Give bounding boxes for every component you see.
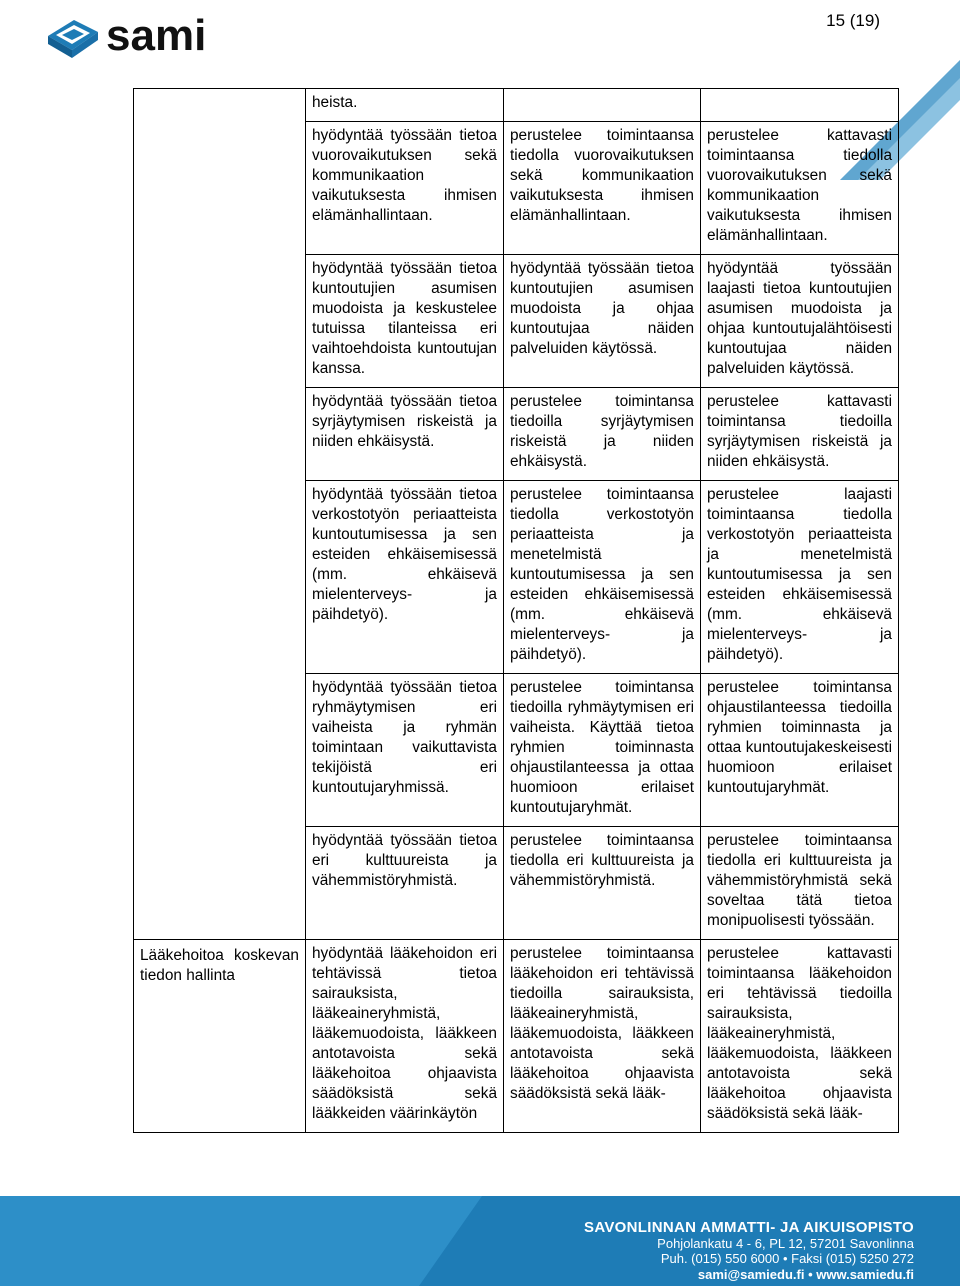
criteria-cell [701, 122, 899, 255]
criteria-text: hyödyntää työssään laajasti tietoa kuntoutujien asumisen muodoista ja ohjaa kuntoutujalähtöisesti kuntoutujaa näiden palveluiden käytössä. [707, 260, 892, 377]
sami-logo [44, 6, 264, 62]
criteria-text: hyödyntää lääkehoidon eri tehtävissä tietoa sairauksista, lääkeaineryhmistä, lääkemuodoista, lääkkeen antotavoista sekä lääkehoitoa ohjaavista säädöksistä sekä lääkkeiden väärinkäytön [312, 945, 497, 1122]
criteria-text: perustelee toimintaansa tiedolla eri kulttuureista ja vähemmistöryhmistä sekä soveltaa tätä tietoa monipuolisesti työssään. [707, 832, 892, 929]
criteria-cell [306, 940, 504, 1133]
criteria-text: perustelee toimintansa ohjaustilanteessa tiedoilla ryhmien toiminnasta ja ottaa kuntoutujakeskeisesti huomioon erilaiset kuntoutujaryhmät. [707, 679, 892, 796]
criteria-text: hyödyntää työssään tietoa eri kulttuureista ja vähemmistöryhmistä. [312, 832, 497, 889]
criteria-text: perustelee kattavasti toimintansa tiedoilla syrjäytymisen riskeistä ja niiden ehkäisystä. [707, 393, 892, 470]
criteria-text: perustelee laajasti toimintaansa tiedolla verkostotyön periaatteista ja menetelmistä kuntoutumisessa ja sen esteiden ehkäisemisessä (mm. ehkäisevä mielenterveys- ja päihdetyö). [707, 486, 892, 663]
footer-web: sami@samiedu.fi • www.samiedu.fi [697, 1266, 914, 1282]
criteria-cell [504, 674, 701, 827]
criteria-cell [504, 481, 701, 674]
logo-cube-icon [48, 20, 98, 58]
criteria-cell [701, 388, 899, 481]
criteria-text: perustelee kattavasti toimintaansa lääkehoidon eri tehtävissä tiedoilla sairauksista, lääkeaineryhmistä, lääkemuodoista, lääkkeen antotavoista sekä lääkehoitoa ohjaavista säädöksistä sekä lääk- [707, 945, 892, 1122]
criteria-cell [504, 940, 701, 1133]
criteria-cell [504, 827, 701, 940]
category-cell-empty [134, 89, 306, 940]
criteria-cell [306, 674, 504, 827]
criteria-cell [701, 89, 899, 122]
footer-address: Pohjolankatu 4 - 6, PL 12, 57201 Savonlinna [657, 1235, 914, 1251]
criteria-cell [504, 388, 701, 481]
assessment-table [133, 88, 899, 1133]
criteria-text: perustelee toimintaansa tiedolla verkostotyön periaatteista ja menetelmistä kuntoutumisessa ja sen esteiden ehkäisemisessä (mm. ehkäisevä mielenterveys- ja päihdetyö). [510, 486, 694, 663]
criteria-text: heista. [312, 94, 358, 111]
criteria-cell [306, 122, 504, 255]
criteria-cell [306, 388, 504, 481]
footer-school-name: SAVONLINNAN AMMATTI- JA AIKUISOPISTO [584, 1219, 914, 1236]
page-number: 15 (19) [826, 11, 880, 30]
criteria-text: hyödyntää työssään tietoa kuntoutujien asumisen muodoista ja keskustelee tutuissa tilanteissa eri vaihtoehdoista kuntoutujan kanssa. [312, 260, 497, 377]
category-cell: Lääkehoitoa koskevan tiedon hallinta [134, 940, 306, 1133]
criteria-text: perustelee toimintansa tiedoilla ryhmäytymisen eri vaiheista. Käyttää tietoa ryhmien toiminnasta ohjaustilanteessa ja ottaa huomioon erilaiset kuntoutujaryhmät. [510, 679, 694, 816]
table-row [134, 89, 899, 122]
footer-phone: Puh. (015) 550 6000 • Faksi (015) 5250 272 [660, 1251, 914, 1266]
criteria-cell [701, 481, 899, 674]
criteria-text: perustelee kattavasti toimintaansa tiedolla vuorovaikutuksen sekä kommunikaation vaikutuksesta ihmisen elämänhallintaan. [707, 127, 892, 244]
criteria-cell [504, 255, 701, 388]
criteria-cell [504, 122, 701, 255]
criteria-text: perustelee toimintaansa tiedolla eri kulttuureista ja vähemmistöryhmistä. [510, 832, 694, 889]
criteria-cell [701, 674, 899, 827]
table-row [134, 940, 899, 1133]
footer [584, 1220, 914, 1282]
criteria-text: perustelee toimintaansa lääkehoidon eri tehtävissä tiedoilla sairauksista, lääkeaineryhmistä, lääkemuodoista, lääkkeen antotavoista sekä lääkehoitoa ohjaavista säädöksistä sekä lääk- [510, 945, 694, 1102]
criteria-cell [701, 827, 899, 940]
criteria-text: perustelee toimintaansa tiedolla vuorovaikutuksen sekä kommunikaation vaikutuksesta ihmisen elämänhallintaan. [510, 127, 694, 224]
criteria-text: hyödyntää työssään tietoa ryhmäytymisen eri vaiheista ja ryhmän toimintaan vaikuttavista tekijöistä eri kuntoutujaryhmissä. [312, 679, 497, 796]
criteria-cell [306, 255, 504, 388]
criteria-text: hyödyntää työssään tietoa vuorovaikutuksen sekä kommunikaation vaikutuksesta ihmisen elämänhallintaan. [312, 127, 497, 224]
criteria-text: hyödyntää työssään tietoa kuntoutujien asumisen muodoista ja ohjaa kuntoutujaa näiden palveluiden käytössä. [510, 260, 694, 357]
criteria-cell [701, 255, 899, 388]
criteria-text: perustelee toimintansa tiedoilla syrjäytymisen riskeistä ja niiden ehkäisystä. [510, 393, 694, 470]
criteria-cell [306, 89, 504, 122]
criteria-cell [306, 481, 504, 674]
criteria-cell [701, 940, 899, 1133]
svg-text:sami: sami [106, 11, 207, 60]
criteria-cell [504, 89, 701, 122]
criteria-text: hyödyntää työssään tietoa verkostotyön periaatteista kuntoutumisessa ja sen esteiden ehkäisemisessä (mm. ehkäisevä mielenterveys- ja päihdetyö). [312, 486, 497, 623]
criteria-cell [306, 827, 504, 940]
criteria-text: hyödyntää työssään tietoa syrjäytymisen riskeistä ja niiden ehkäisystä. [312, 393, 497, 450]
